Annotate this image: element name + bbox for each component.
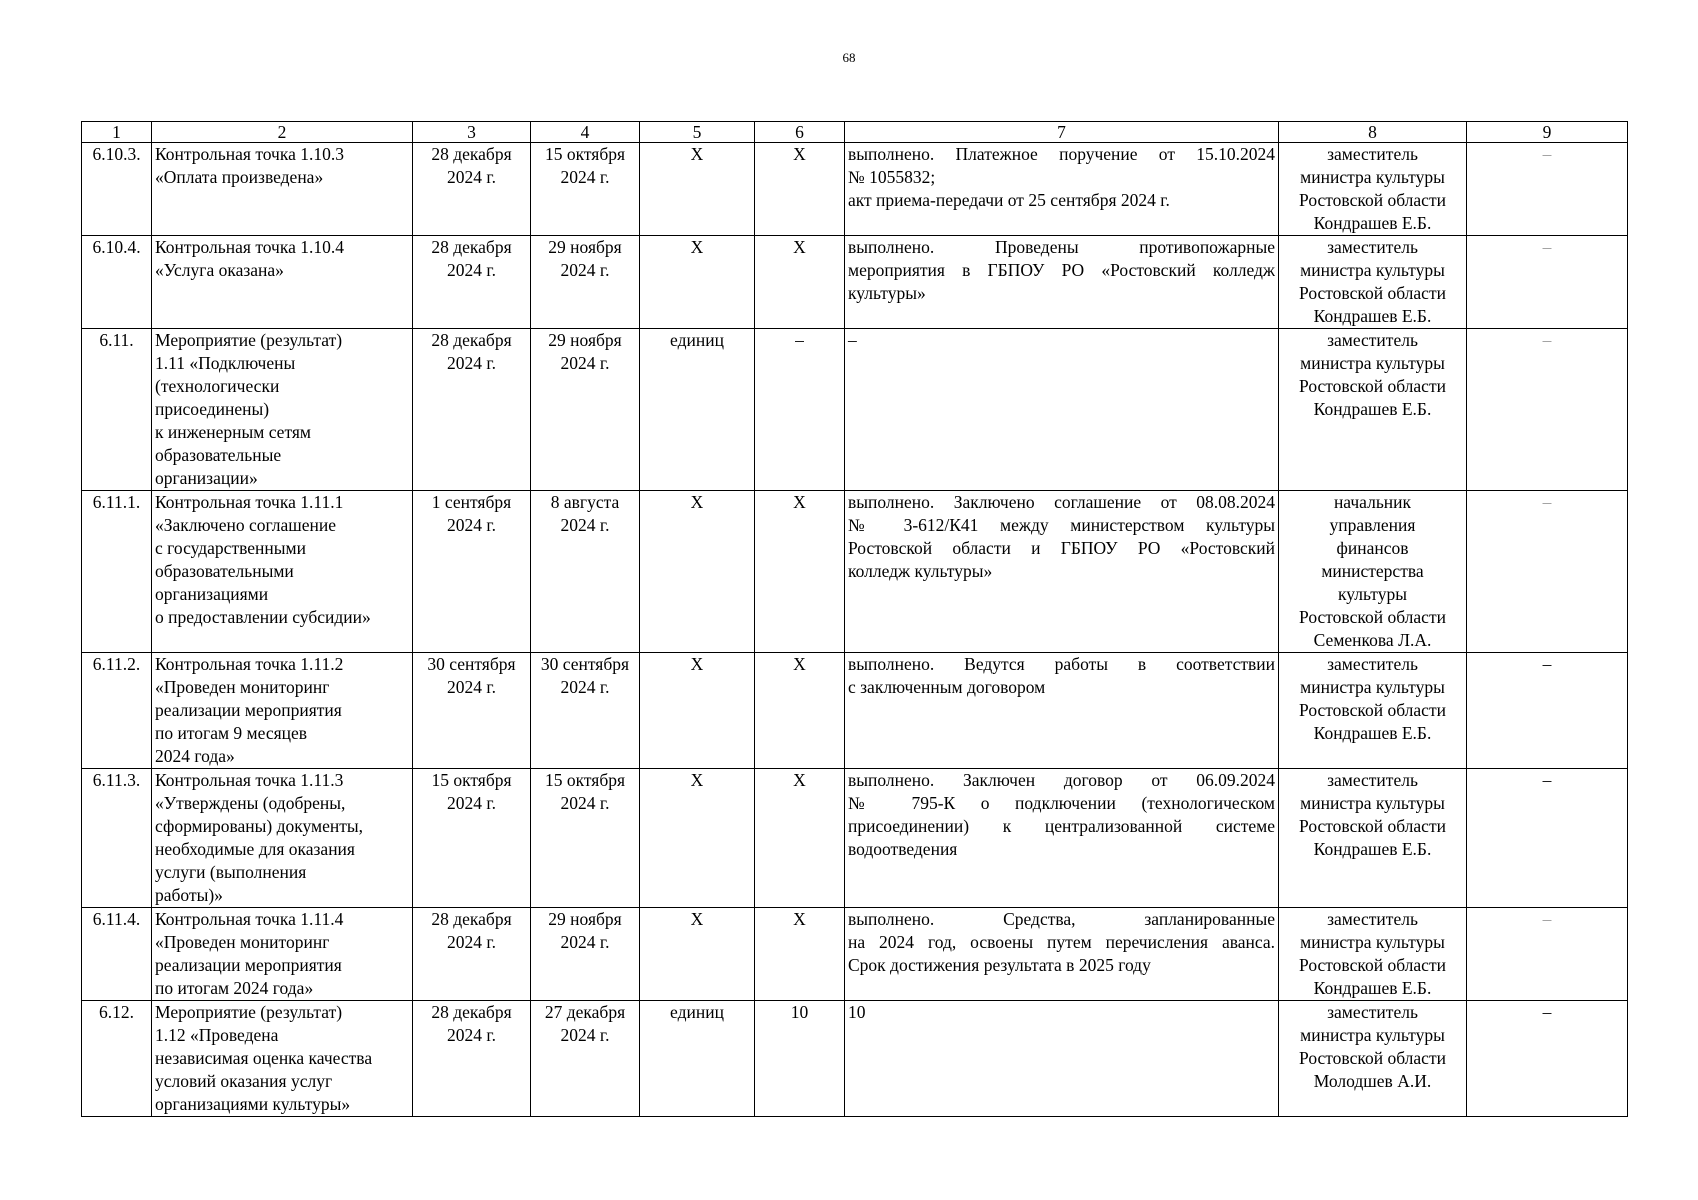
cell-unit	[640, 769, 755, 908]
name-line: образовательные	[155, 445, 282, 465]
plan-date-line: 28 декабря	[431, 1002, 512, 1022]
table-row	[82, 653, 1628, 769]
cell-number	[82, 1001, 152, 1117]
cell-note	[1467, 236, 1628, 329]
cell-fact-date	[531, 491, 640, 653]
responsible-line: Семенкова Л.А.	[1313, 630, 1432, 650]
cell-number	[82, 143, 152, 236]
responsible-line: Ростовской области	[1299, 816, 1446, 836]
status-line: на 2024 год, освоены путем перечисления аванса.	[848, 932, 1275, 952]
status-line: мероприятия в ГБПОУ РО «Ростовский колледж	[848, 260, 1275, 280]
cell-plan-date	[413, 1001, 531, 1117]
responsible-line: заместитель	[1327, 654, 1418, 674]
cell-note	[1467, 653, 1628, 769]
note-dash: –	[1542, 654, 1552, 674]
row-number: 6.10.4.	[92, 237, 141, 257]
fact-date-line: 29 ноября	[548, 909, 622, 929]
name-line: Контрольная точка 1.11.4	[155, 909, 344, 929]
name-line: организациями	[155, 584, 269, 604]
cell-value	[755, 491, 845, 653]
responsible-line: Ростовской области	[1299, 607, 1446, 627]
note-dash: –	[1542, 144, 1552, 164]
fact-date-line: 30 сентября	[540, 654, 630, 674]
header-row	[82, 122, 1628, 143]
cell-status	[845, 143, 1279, 236]
name-line: независимая оценка качества	[155, 1048, 373, 1068]
column-header: 9	[1467, 122, 1628, 143]
cell-status	[845, 653, 1279, 769]
name-line: «Заключено соглашение	[155, 515, 337, 535]
name-line: сформированы) документы,	[155, 816, 364, 836]
plan-date-line: 28 декабря	[431, 330, 512, 350]
name-line: Мероприятие (результат)	[155, 330, 343, 350]
status-line: выполнено. Ведутся работы в соответствии	[848, 654, 1275, 674]
cell-unit	[640, 143, 755, 236]
row-number: 6.11.3.	[92, 770, 141, 790]
plan-date-line: 15 октября	[431, 770, 512, 790]
unit-value: X	[690, 654, 704, 674]
responsible-line: заместитель	[1327, 1002, 1418, 1022]
name-line: с государственными	[155, 538, 306, 558]
responsible-line: заместитель	[1327, 144, 1418, 164]
responsible-line: министра культуры	[1300, 793, 1445, 813]
responsible-line: министра культуры	[1300, 353, 1445, 373]
plan-date-line: 2024 г.	[447, 1025, 496, 1045]
fact-date-line: 15 октября	[544, 144, 626, 164]
name-line: «Услуга оказана»	[155, 260, 284, 280]
fact-date-line: 2024 г.	[560, 353, 610, 373]
result-value: X	[793, 144, 806, 164]
fact-date-line: 15 октября	[544, 770, 626, 790]
result-value: –	[795, 330, 804, 350]
unit-value: X	[690, 144, 704, 164]
cell-number	[82, 329, 152, 491]
name-line: организациями культуры»	[155, 1094, 351, 1114]
row-number: 6.12.	[99, 1002, 134, 1022]
fact-date-line: 2024 г.	[560, 677, 610, 697]
note-dash: –	[1542, 330, 1552, 350]
unit-value: X	[690, 492, 704, 512]
name-line: Контрольная точка 1.11.1	[155, 492, 344, 512]
note-dash: –	[1542, 770, 1552, 790]
cell-fact-date	[531, 329, 640, 491]
cell-plan-date	[413, 329, 531, 491]
cell-unit	[640, 908, 755, 1001]
table-row	[82, 491, 1628, 653]
unit-value: X	[690, 237, 704, 257]
status-line: Срок достижения результата в 2025 году	[848, 955, 1151, 975]
plan-date-line: 28 декабря	[431, 144, 512, 164]
table-row	[82, 236, 1628, 329]
status-line: 10	[848, 1002, 866, 1022]
status-line: с заключенным договором	[848, 677, 1046, 697]
cell-responsible	[1279, 1001, 1467, 1117]
responsible-line: Ростовской области	[1299, 283, 1446, 303]
result-value: X	[793, 237, 806, 257]
cell-unit	[640, 1001, 755, 1117]
cell-responsible	[1279, 236, 1467, 329]
responsible-line: Кондрашев Е.Б.	[1313, 723, 1432, 743]
column-header: 5	[640, 122, 755, 143]
plan-date-line: 2024 г.	[447, 167, 496, 187]
name-line: услуги (выполнения	[155, 862, 307, 882]
cell-responsible	[1279, 908, 1467, 1001]
responsible-line: культуры	[1338, 584, 1407, 604]
column-header: 6	[755, 122, 845, 143]
status-line: Ростовской области и ГБПОУ РО «Ростовский	[848, 538, 1275, 558]
cell-number	[82, 653, 152, 769]
responsible-line: министра культуры	[1300, 260, 1445, 280]
column-header: 7	[845, 122, 1279, 143]
cell-unit	[640, 491, 755, 653]
cell-fact-date	[531, 769, 640, 908]
result-value: X	[793, 654, 806, 674]
name-line: организации»	[155, 468, 258, 488]
cell-plan-date	[413, 769, 531, 908]
unit-value: X	[690, 770, 704, 790]
cell-fact-date	[531, 143, 640, 236]
cell-name	[152, 143, 413, 236]
name-line: Контрольная точка 1.11.2	[155, 654, 344, 674]
fact-date-line: 29 ноября	[548, 237, 622, 257]
cell-name	[152, 236, 413, 329]
note-dash: –	[1542, 1002, 1552, 1022]
note-dash: –	[1542, 237, 1552, 257]
cell-note	[1467, 908, 1628, 1001]
status-line: выполнено. Платежное поручение от 15.10.2024	[848, 144, 1275, 164]
status-line: –	[848, 330, 857, 350]
name-line: к инженерным сетям	[155, 422, 311, 442]
status-line: № 795-К о подключении (технологическом	[848, 793, 1275, 813]
responsible-line: Ростовской области	[1299, 376, 1446, 396]
cell-responsible	[1279, 653, 1467, 769]
status-line: выполнено. Проведены противопожарные	[848, 237, 1275, 257]
cell-number	[82, 769, 152, 908]
name-line: образовательными	[155, 561, 294, 581]
name-line: необходимые для оказания	[155, 839, 355, 859]
table-row	[82, 908, 1628, 1001]
status-line: культуры»	[848, 283, 926, 303]
fact-date-line: 8 августа	[550, 492, 620, 512]
cell-note	[1467, 143, 1628, 236]
cell-fact-date	[531, 908, 640, 1001]
cell-responsible	[1279, 143, 1467, 236]
plan-date-line: 2024 г.	[447, 515, 496, 535]
fact-date-line: 2024 г.	[560, 515, 610, 535]
plan-date-line: 2024 г.	[447, 677, 496, 697]
responsible-line: управления	[1329, 515, 1416, 535]
responsible-line: министра культуры	[1300, 677, 1445, 697]
cell-value	[755, 653, 845, 769]
cell-plan-date	[413, 908, 531, 1001]
table-row	[82, 143, 1628, 236]
cell-value	[755, 1001, 845, 1117]
column-header: 3	[413, 122, 531, 143]
status-line: выполнено. Заключено соглашение от 08.08.2024	[848, 492, 1275, 512]
unit-value: единиц	[670, 330, 724, 350]
cell-note	[1467, 329, 1628, 491]
name-line: 2024 года»	[155, 746, 235, 766]
cell-value	[755, 908, 845, 1001]
responsible-line: Ростовской области	[1299, 1048, 1446, 1068]
plan-date-line: 30 сентября	[427, 654, 516, 674]
responsible-line: Кондрашев Е.Б.	[1313, 213, 1432, 233]
cell-name	[152, 491, 413, 653]
fact-date-line: 2024 г.	[560, 932, 610, 952]
column-header: 4	[531, 122, 640, 143]
report-table	[81, 121, 1628, 1117]
responsible-line: Кондрашев Е.Б.	[1313, 399, 1432, 419]
responsible-line: Ростовской области	[1299, 190, 1446, 210]
cell-fact-date	[531, 653, 640, 769]
responsible-line: заместитель	[1327, 330, 1418, 350]
responsible-line: финансов	[1336, 538, 1409, 558]
fact-date-line: 27 декабря	[544, 1002, 626, 1022]
status-line: водоотведения	[848, 839, 958, 859]
cell-value	[755, 329, 845, 491]
plan-date-line: 28 декабря	[431, 237, 512, 257]
status-line: № 1055832;	[848, 167, 936, 187]
status-line: выполнено. Средства, запланированные	[848, 909, 1275, 929]
responsible-line: Кондрашев Е.Б.	[1313, 978, 1432, 998]
status-line: акт приема-передачи от 25 сентября 2024 г.	[848, 190, 1170, 210]
cell-unit	[640, 236, 755, 329]
fact-date-line: 2024 г.	[560, 793, 610, 813]
name-line: Контрольная точка 1.10.4	[155, 237, 344, 257]
status-line: присоединении) к централизованной системе	[848, 816, 1275, 836]
cell-plan-date	[413, 491, 531, 653]
responsible-line: Ростовской области	[1299, 955, 1446, 975]
name-line: (технологически	[155, 376, 280, 396]
note-dash: –	[1542, 492, 1552, 512]
table-row	[82, 1001, 1628, 1117]
cell-status	[845, 236, 1279, 329]
name-line: по итогам 9 месяцев	[155, 723, 308, 743]
plan-date-line: 2024 г.	[447, 260, 496, 280]
cell-value	[755, 769, 845, 908]
unit-value: X	[690, 909, 704, 929]
cell-responsible	[1279, 491, 1467, 653]
responsible-line: министра культуры	[1300, 932, 1445, 952]
cell-name	[152, 908, 413, 1001]
cell-status	[845, 908, 1279, 1001]
responsible-line: заместитель	[1327, 237, 1418, 257]
table-row	[82, 769, 1628, 908]
cell-fact-date	[531, 1001, 640, 1117]
row-number: 6.11.4.	[92, 909, 141, 929]
responsible-line: министерства	[1321, 561, 1424, 581]
cell-value	[755, 143, 845, 236]
cell-fact-date	[531, 236, 640, 329]
name-line: Контрольная точка 1.11.3	[155, 770, 344, 790]
result-value: X	[793, 770, 806, 790]
cell-plan-date	[413, 143, 531, 236]
name-line: реализации мероприятия	[155, 700, 342, 720]
responsible-line: Кондрашев Е.Б.	[1313, 306, 1432, 326]
plan-date-line: 2024 г.	[447, 353, 496, 373]
name-line: Мероприятие (результат)	[155, 1002, 343, 1022]
cell-note	[1467, 491, 1628, 653]
name-line: о предоставлении субсидии»	[155, 607, 371, 627]
row-number: 6.11.2.	[92, 654, 141, 674]
row-number: 6.11.	[99, 330, 134, 350]
plan-date-line: 2024 г.	[447, 793, 496, 813]
name-line: работы)»	[155, 885, 223, 905]
cell-responsible	[1279, 769, 1467, 908]
row-number: 6.11.1.	[92, 492, 141, 512]
cell-name	[152, 653, 413, 769]
name-line: «Оплата произведена»	[155, 167, 324, 187]
status-line: № 3-612/К41 между министерством культуры	[848, 515, 1275, 535]
result-value: X	[793, 909, 806, 929]
cell-status	[845, 769, 1279, 908]
cell-name	[152, 1001, 413, 1117]
cell-plan-date	[413, 653, 531, 769]
responsible-line: Кондрашев Е.Б.	[1313, 839, 1432, 859]
name-line: 1.11 «Подключены	[155, 353, 296, 373]
name-line: присоединены)	[155, 399, 270, 419]
responsible-line: министра культуры	[1300, 167, 1445, 187]
status-line: выполнено. Заключен договор от 06.09.2024	[848, 770, 1275, 790]
fact-date-line: 29 ноября	[548, 330, 622, 350]
cell-number	[82, 908, 152, 1001]
name-line: «Проведен мониторинг	[155, 932, 330, 952]
table-body	[82, 122, 1628, 1117]
cell-status	[845, 491, 1279, 653]
cell-note	[1467, 1001, 1628, 1117]
responsible-line: министра культуры	[1300, 1025, 1445, 1045]
name-line: по итогам 2024 года»	[155, 978, 314, 998]
cell-plan-date	[413, 236, 531, 329]
cell-value	[755, 236, 845, 329]
result-value: 10	[790, 1002, 809, 1022]
page-number: 68	[842, 50, 856, 65]
name-line: Контрольная точка 1.10.3	[155, 144, 344, 164]
column-header: 2	[152, 122, 413, 143]
cell-number	[82, 236, 152, 329]
result-value: X	[793, 492, 806, 512]
fact-date-line: 2024 г.	[560, 260, 610, 280]
unit-value: единиц	[670, 1002, 724, 1022]
column-header: 1	[82, 122, 152, 143]
responsible-line: начальник	[1333, 492, 1412, 512]
name-line: 1.12 «Проведена	[155, 1025, 279, 1045]
row-number: 6.10.3.	[92, 144, 141, 164]
plan-date-line: 1 сентября	[431, 492, 512, 512]
fact-date-line: 2024 г.	[560, 1025, 610, 1045]
cell-status	[845, 329, 1279, 491]
responsible-line: заместитель	[1327, 770, 1418, 790]
column-header: 8	[1279, 122, 1467, 143]
cell-number	[82, 491, 152, 653]
plan-date-line: 2024 г.	[447, 932, 496, 952]
status-line: колледж культуры»	[848, 561, 993, 581]
name-line: условий оказания услуг	[155, 1071, 333, 1091]
responsible-line: заместитель	[1327, 909, 1418, 929]
cell-responsible	[1279, 329, 1467, 491]
name-line: «Утверждены (одобрены,	[155, 793, 346, 813]
note-dash: –	[1542, 909, 1552, 929]
cell-unit	[640, 653, 755, 769]
table-row	[82, 329, 1628, 491]
name-line: «Проведен мониторинг	[155, 677, 330, 697]
responsible-line: Ростовской области	[1299, 700, 1446, 720]
cell-status	[845, 1001, 1279, 1117]
cell-name	[152, 769, 413, 908]
fact-date-line: 2024 г.	[560, 167, 610, 187]
responsible-line: Молодшев А.И.	[1313, 1071, 1432, 1091]
plan-date-line: 28 декабря	[431, 909, 512, 929]
cell-note	[1467, 769, 1628, 908]
name-line: реализации мероприятия	[155, 955, 342, 975]
cell-unit	[640, 329, 755, 491]
cell-name	[152, 329, 413, 491]
